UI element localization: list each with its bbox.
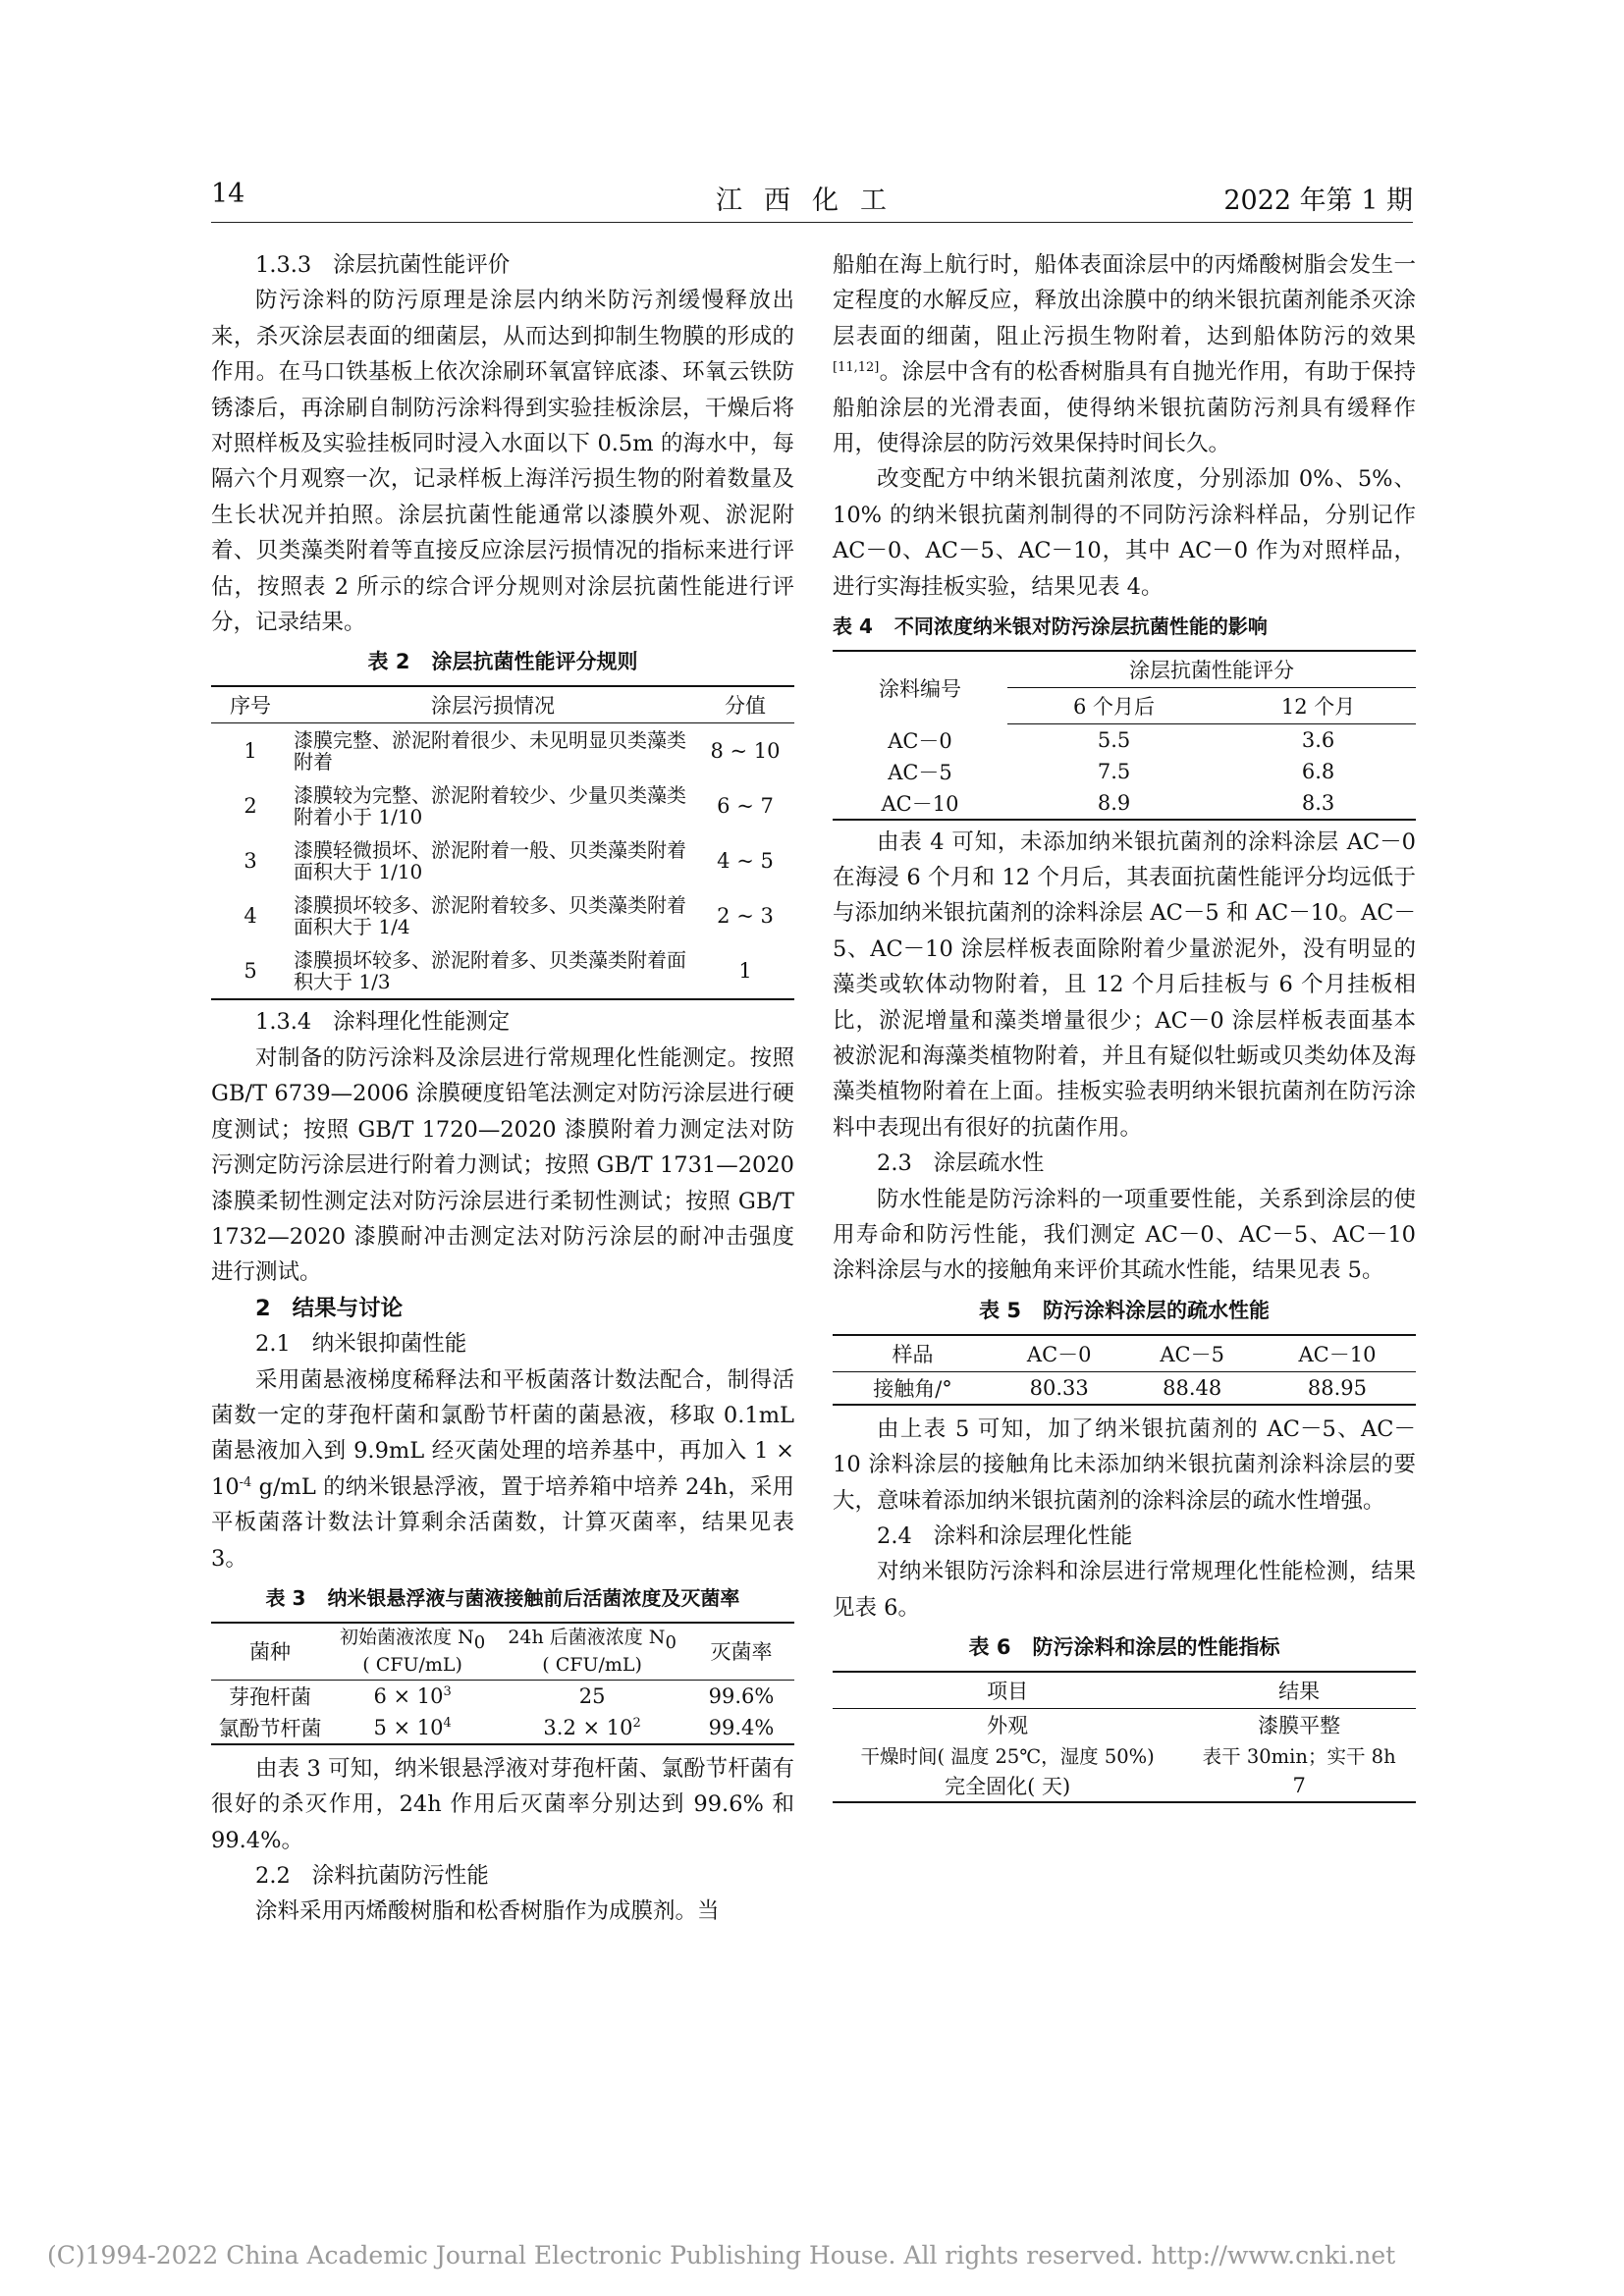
- left-column: [211, 247, 794, 1930]
- section-2-1-heading: 2.1 纳米银抑菌性能: [255, 1331, 467, 1358]
- table-header-cell: 12 个月: [1220, 688, 1416, 724]
- table-6: [833, 1671, 1416, 1803]
- table-row: 3 漆膜轻微损坏、淤泥附着一般、贝类藻类附着面积大于 1/10 4 ~ 5: [244, 838, 774, 884]
- table-header-cell: 样品: [833, 1335, 993, 1372]
- table-2: [211, 685, 794, 1000]
- table-header-cell: 涂层污损情况: [290, 686, 696, 723]
- paragraph: 对制备的防污涂料及涂层进行常规理化性能测定。按照 GB/T 6739—2006 涂膜硬度铅笔法测定对防污涂层进行硬度测试；按照 GB/T 1720—2020 漆膜附着力测定法对防污测定防污涂层进行附着力测试；按照 GB/T 1731—2020 漆膜柔韧性测定法对防污涂层进行柔韧性测试；按照 GB/T 1732—2020 漆膜耐冲击测定法对防污涂层的耐冲击强度进行测试。: [211, 1044, 794, 1286]
- table-5: [833, 1334, 1416, 1406]
- table-row: 4 漆膜损坏较多、淤泥附着较多、贝类藻类附着面积大于 1/4 2 ~ 3: [244, 893, 774, 939]
- journal-title: 江西化工: [716, 186, 908, 216]
- section-2-heading: 2 结果与讨论: [255, 1295, 404, 1321]
- table-row: 外观 漆膜平整: [987, 1714, 1341, 1738]
- right-column: [833, 247, 1416, 1803]
- section-1-3-4-heading: 1.3.4 涂料理化性能测定: [255, 1009, 511, 1036]
- table-header-cell: 初始菌液浓度 $N_0$ ( CFU/mL): [329, 1623, 496, 1680]
- table-row: 干燥时间( 温度 25℃，湿度 50%) 表干 30min；实干 8h: [860, 1745, 1396, 1769]
- page-header: [211, 179, 1413, 218]
- table-header-cell: AC－5: [1125, 1335, 1258, 1372]
- table-row: 1 漆膜完整、淤泥附着很少、未见明显贝类藻类附着 8 ~ 10: [244, 728, 781, 774]
- table-header-cell: 菌种: [211, 1623, 329, 1680]
- table-3-caption: 表 3 纳米银悬浮液与菌液接触前后活菌浓度及灭菌率: [265, 1585, 740, 1610]
- table-row: 氯酚节杆菌 $5 \times 10^4$ $3.2 \times 10^2$ 99.4%: [218, 1715, 775, 1740]
- table-row: AC－10 8.9 8.3: [881, 790, 1335, 816]
- section-2-2-heading: 2.2 涂料抗菌防污性能: [255, 1862, 489, 1889]
- table-5-caption: 表 5 防污涂料涂层的疏水性能: [979, 1298, 1270, 1322]
- paragraph: 由上表 5 可知，加了纳米银抗菌剂的 AC－5、AC－10 涂料涂层的接触角比未添加纳米银抗菌剂涂料涂层的要大，意味着添加纳米银抗菌剂的涂料涂层的疏水性增强。: [833, 1415, 1416, 1514]
- table-3: [211, 1622, 794, 1745]
- table-4: [833, 650, 1416, 821]
- table-row: 接触角/° 80.33 88.48 88.95: [873, 1375, 1368, 1401]
- table-header-cell: 结果: [1182, 1672, 1416, 1709]
- copyright-footer: (C)1994-2022 China Academic Journal Electronic Publishing House. All rights reserved. http://www.cnki.net: [47, 2241, 1396, 2269]
- table-header-cell: 序号: [211, 686, 290, 723]
- paragraph: 涂料采用丙烯酸树脂和松香树脂作为成膜剂。当: [255, 1898, 720, 1925]
- paragraph: 防污涂料的防污原理是涂层内纳米防污剂缓慢释放出来，杀灭涂层表面的细菌层，从而达到抑制生物膜的形成的作用。在马口铁基板上依次涂刷环氧富锌底漆、环氧云铁防锈漆后，再涂刷自制防污涂料得到实验挂板涂层，干燥后将对照样板及实验挂板同时浸入水面以下 0.5m 的海水中，每隔六个月观察一次，记录样板上海洋污损生物的附着数量及生长状况并拍照。涂层抗菌性能通常以漆膜外观、淤泥附着、贝类藻类附着等直接反应涂层污损情况的指标来进行评估，按照表 2 所示的综合评分规则对涂层抗菌性能进行评分，记录结果。: [211, 288, 794, 636]
- paragraph: 对纳米银防污涂料和涂层进行常规理化性能检测，结果见表 6。: [833, 1559, 1416, 1621]
- section-1-3-3-heading: 1.3.3 涂层抗菌性能评价: [255, 252, 511, 278]
- table-row: AC－5 7.5 6.8: [888, 759, 1335, 784]
- table-6-caption: 表 6 防污涂料和涂层的性能指标: [968, 1635, 1280, 1660]
- table-header-cell: AC－10: [1259, 1335, 1416, 1372]
- table-header-cell: AC－0: [993, 1335, 1125, 1372]
- table-header-cell: 灭菌率: [688, 1623, 794, 1680]
- table-row: 2 漆膜较为完整、淤泥附着较少、少量贝类藻类附着小于 1/10 6 ~ 7: [244, 783, 774, 829]
- paragraph: 防水性能是防污涂料的一项重要性能，关系到涂层的使用寿命和防污性能，我们测定 AC－0、AC－5、AC－10 涂料涂层与水的接触角来评价其疏水性能，结果见表 5。: [833, 1186, 1416, 1284]
- table-header-cell: 6 个月后: [1007, 688, 1220, 724]
- table-header-cell: 项目: [833, 1672, 1182, 1709]
- header-rule: [211, 222, 1413, 223]
- table-header-cell: 涂料编号: [879, 676, 961, 701]
- table-4-caption: 表 4 不同浓度纳米银对防污涂层抗菌性能的影响: [833, 614, 1268, 639]
- paragraph: 由表 3 可知，纳米银悬浮液对芽孢杆菌、氯酚节杆菌有很好的杀灭作用，24h 作用后灭菌率分别达到 99.6% 和 99.4%。: [211, 1755, 794, 1853]
- section-2-4-heading: 2.4 涂料和涂层理化性能: [877, 1523, 1133, 1550]
- table-row: AC－0 5.5 3.6: [888, 727, 1335, 753]
- table-header-cell: 24h 后菌液浓度 $N_0$ ( CFU/mL): [496, 1623, 688, 1680]
- paragraph: 采用菌悬液梯度稀释法和平板菌落计数法配合，制得活菌数一定的芽孢杆菌和氯酚节杆菌的菌悬液，移取 0.1mL 菌悬液加入到 9.9mL 经灭菌处理的培养基中，再加入 $1 \times 10^{-4}$ g/mL 的纳米银悬浮液，置于培养箱中培养 24h，采用平板菌落计数法计算剩余活菌数，计算灭菌率，结果见表 3。: [211, 1366, 794, 1572]
- table-row: 5 漆膜损坏较多、淤泥附着多、贝类藻类附着面积大于 1/3 1: [244, 948, 752, 994]
- table-header-cell: 涂层抗菌性能评分: [1007, 651, 1416, 688]
- citation-ref: [11,12]: [833, 360, 880, 376]
- table-row: 芽孢杆菌 $6 \times 10^3$ 25 99.6%: [229, 1683, 775, 1709]
- page-number: 14: [211, 179, 245, 209]
- issue-label: 2022 年第 1 期: [1223, 186, 1413, 216]
- paragraph: 改变配方中纳米银抗菌剂浓度，分别添加 0%、5%、10% 的纳米银抗菌剂制得的不同防污涂料样品，分别记作 AC－0、AC－5、AC－10，其中 AC－0 作为对照样品，进行实海挂板实验，结果见表 4。: [833, 466, 1416, 600]
- table-2-caption: 表 2 涂层抗菌性能评分规则: [367, 650, 638, 674]
- paragraph: 船舶在海上航行时，船体表面涂层中的丙烯酸树脂会发生一定程度的水解反应，释放出涂膜中的纳米银抗菌剂能杀灭涂层表面的细菌，阻止污损生物附着，达到船体防污的效果[11,12]。涂层中含有的松香树脂具有自抛光作用，有助于保持船舶涂层的光滑表面，使得纳米银抗菌防污剂具有缓释作用，使得涂层的防污效果保持时间长久。: [833, 252, 1416, 457]
- paragraph: 由表 4 可知，未添加纳米银抗菌剂的涂料涂层 AC－0 在海浸 6 个月和 12 个月后，其表面抗菌性能评分均远低于与添加纳米银抗菌剂的涂料涂层 AC－5 和 AC－10。AC－5、AC－10 涂层样板表面除附着少量淤泥外，没有明显的藻类或软体动物附着，且 12 个月后挂板与 6 个月挂板相比，淤泥增量和藻类增量很少；AC－0 涂层样板表面基本被淤泥和海藻类植物附着，并且有疑似牡蛎或贝类幼体及海藻类植物附着在上面。挂板实验表明纳米银抗菌剂在防污涂料中表现出有很好的抗菌作用。: [833, 828, 1416, 1141]
- section-2-3-heading: 2.3 涂层疏水性: [877, 1150, 1045, 1177]
- table-row: 完全固化( 天) 7: [945, 1774, 1306, 1799]
- table-header-cell: 分值: [696, 686, 794, 723]
